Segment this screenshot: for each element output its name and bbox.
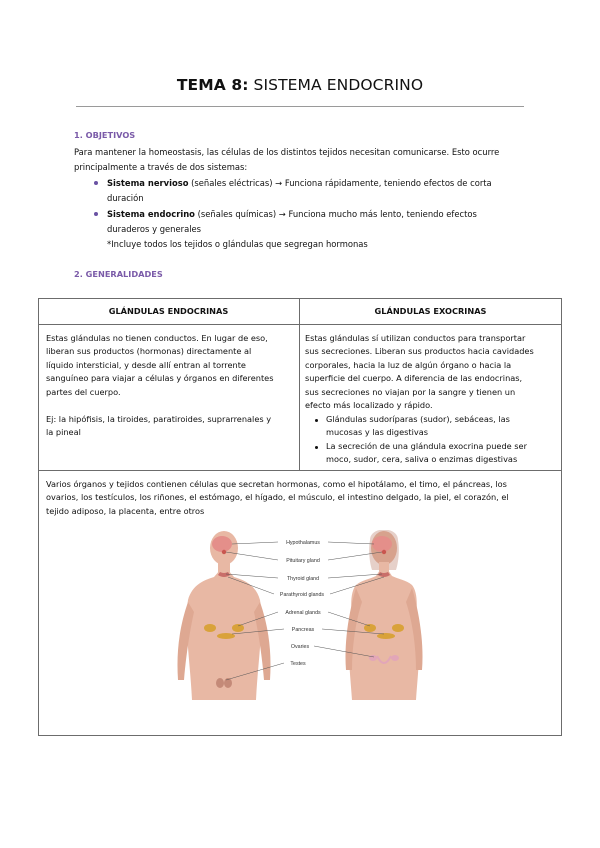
title-main: SISTEMA ENDOCRINO [253,76,424,94]
table-header-exocrinas: GLÁNDULAS EXOCRINAS [374,306,487,316]
endocrine-description [46,332,292,399]
bullet-2-bold: Sistema endocrino [107,209,195,219]
text-line: Varios órganos y tejidos contienen células que secretan hormonas, como el hipotálamo, el timo, el páncreas, los [46,479,507,489]
title-prefix: TEMA 8: [176,76,249,94]
bullet-sistema-nervioso [107,176,527,205]
text-line: efecto más localizado y rápido. [305,400,433,411]
text-line: superficie del cuerpo. A diferencia de las endocrinas, [305,373,523,384]
intro-line-2: principalmente a través de dos sistemas: [74,161,248,172]
label-parathyroid: Parathyroid glands [279,592,325,598]
bullet-1-cont: duración [107,192,144,203]
male-body [177,531,270,700]
bullet-dot [94,212,98,216]
text-line: tejido adiposo, la placenta, entre otros [46,505,205,516]
text-line: corporales, hacia la luz de algún órgano o hacia la [305,359,512,370]
text-line: ovarios, los testículos, los riñones, el estómago, el hígado, el músculo, el intestino delgado, la piel, el corazón, el [46,492,509,503]
text-line: mucosas y las digestivas [326,427,429,438]
label-testes: Testes [290,661,306,667]
text-line: sanguíneo para viajar a células y órganos en diferentes [46,373,274,384]
exocrine-bullet-1 [326,413,558,440]
bullet-sistema-endocrino [107,207,527,236]
text-line: Estas glándulas sí utilizan conductos para transportar [305,333,526,343]
table-header-endocrinas: GLÁNDULAS ENDOCRINAS [108,306,229,316]
intro-line-1: Para mantener la homeostasis, las células de los distintos tejidos necesitan comunicarse. Esto ocurre [74,147,500,157]
text-line: Estas glándulas no tienen conductos. En lugar de eso, [46,333,268,343]
hormone-organs-text [46,478,558,518]
label-thyroid: Thyroid gland [286,576,320,582]
endocrine-system-figure [170,530,442,700]
bullet-dot [315,446,318,449]
label-pancreas: Pancreas [291,627,315,633]
text-line: Ej: la hipófisis, la tiroides, paratiroides, suprarrenales y [46,414,272,424]
label-ovaries: Ovaries [290,644,310,650]
text-line: partes del cuerpo. [46,386,121,397]
objetivos-note: *Incluye todos los tejidos o glándulas que segregan hormonas [107,239,368,249]
section-heading-generalidades: 2. GENERALIDADES [74,269,163,279]
bullet-dot [315,419,318,422]
text-line: La secreción de una glándula exocrina puede ser [326,441,527,451]
page-title [0,76,600,94]
text-line: sus secreciones. Liberan sus productos hacia cavidades [305,346,534,357]
text-line: liberan sus productos (hormonas) directamente al [46,346,252,357]
text-line: líquido intersticial, y desde allí entran al torrente [46,359,246,370]
label-hypothalamus: Hypothalamus [286,540,320,546]
text-line: la pineal [46,427,81,438]
label-adrenal: Adrenal glands [285,610,321,616]
bullet-1-text: (señales eléctricas) → Funciona rápidamente, teniendo efectos de corta [188,178,492,188]
label-pituitary: Pituitary gland [286,558,320,564]
exocrine-bullet-2 [326,440,558,467]
title-divider [76,106,524,107]
table-row-divider [38,470,562,471]
bullet-2-cont: duraderos y generales [107,223,202,234]
bullet-dot [94,181,98,185]
objetivos-intro [74,145,534,174]
text-line: Glándulas sudoríparas (sudor), sebáceas, las [326,414,510,424]
text-line: moco, sudor, cera, saliva o enzimas digestivas [326,454,518,465]
section-heading-objetivos: 1. OBJETIVOS [74,130,136,140]
bullet-1-bold: Sistema nervioso [107,178,189,188]
endocrine-examples [46,413,296,440]
text-line: sus secreciones no viajan por la sangre y tienen un [305,386,516,397]
exocrine-description [305,332,555,412]
table-header-divider [38,324,562,325]
bullet-2-text: (señales químicas) → Funciona mucho más lento, teniendo efectos [194,209,477,219]
